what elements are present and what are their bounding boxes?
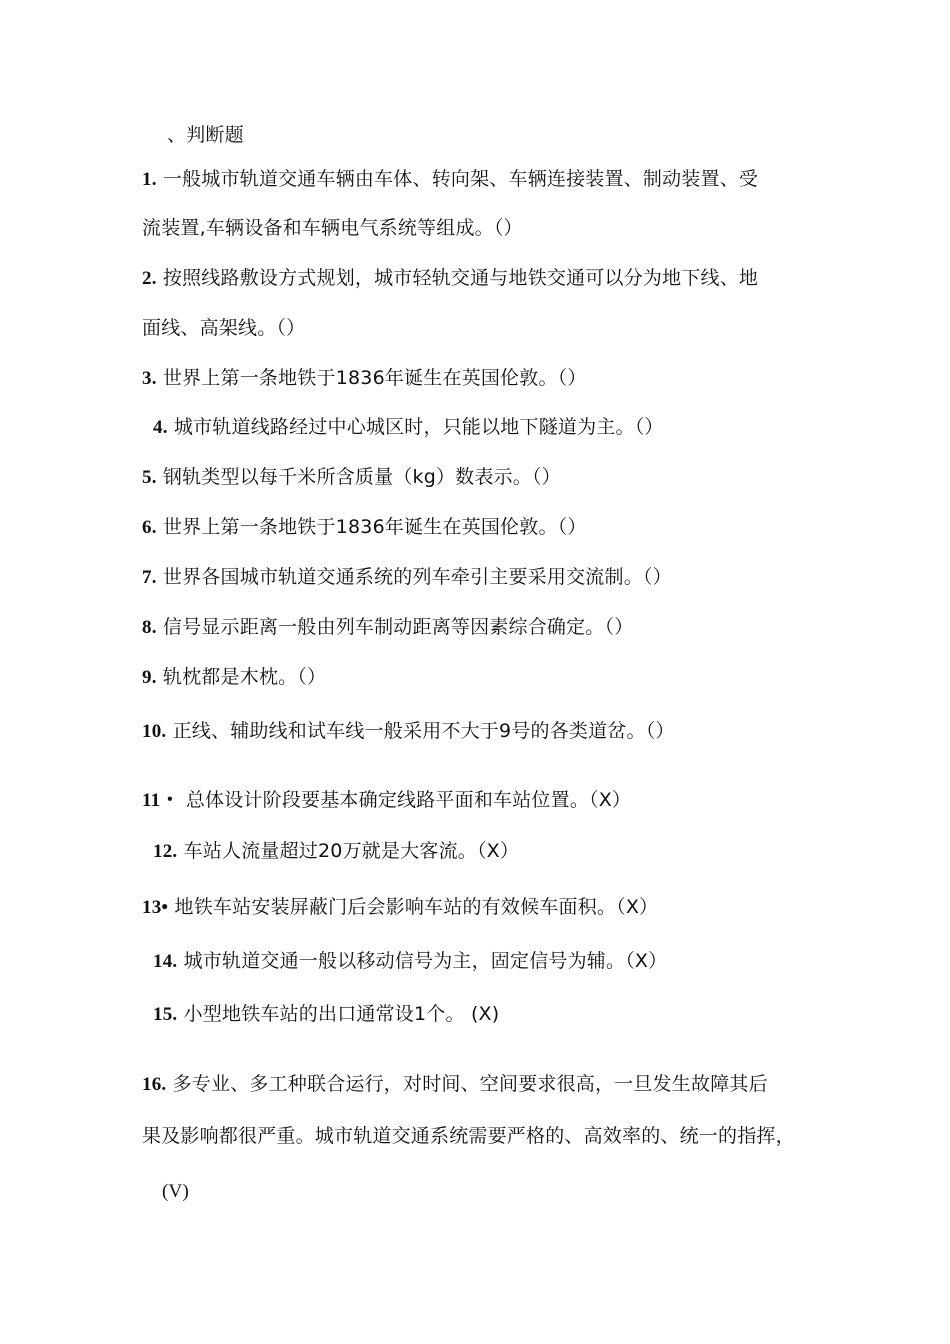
question-1-continued (142, 215, 523, 241)
question-10 (142, 718, 675, 745)
question-number: 4. (153, 417, 168, 438)
question-text: 一般城市轨道交通车辆由车体、转向架、车辆连接装置、制动装置、受 (162, 168, 759, 190)
answer-mark: (V) (162, 1181, 189, 1202)
question-text: 正线、辅助线和试车线一般采用不大于9号的各类道岔。（） (172, 720, 675, 742)
question-text: 按照线路敷设方式规划，城市轻轨交通与地铁交通可以分为地下线、地 (162, 267, 759, 289)
question-text: 世界上第一条地铁于1836年诞生在英国伦敦。（） (162, 516, 587, 538)
question-text: 流装置,车辆设备和车辆电气系统等组成。（） (142, 217, 523, 239)
question-text: 城市轨道交通一般以移动信号为主，固定信号为辅。（X） (183, 950, 668, 972)
question-12 (153, 838, 519, 865)
question-16 (142, 1071, 768, 1098)
question-11 (142, 787, 631, 814)
question-number: 8. (142, 617, 157, 638)
question-15 (153, 1001, 499, 1028)
question-4 (153, 414, 664, 441)
question-number: 11・ (142, 790, 180, 811)
question-text: 面线、高架线。（） (142, 317, 306, 339)
question-7 (142, 564, 672, 591)
question-8 (142, 614, 633, 641)
question-number: 5. (142, 467, 157, 488)
section-heading: 、判断题 (167, 124, 244, 146)
question-text: 果及影响都很严重。城市轨道交通系统需要严格的、高效率的、统一的指挥， (142, 1125, 795, 1147)
question-text: 信号显示距离一般由列车制动距离等因素综合确定。（） (162, 616, 634, 638)
question-2 (142, 265, 758, 292)
question-text: 城市轨道线路经过中心城区时，只能以地下隧道为主。（） (173, 416, 664, 438)
question-text: 世界各国城市轨道交通系统的列车牵引主要采用交流制。（） (162, 566, 672, 588)
question-number: 10. (142, 721, 167, 742)
question-number: 6. (142, 517, 157, 538)
question-number: 14. (153, 951, 178, 972)
question-5 (142, 464, 561, 491)
question-13 (142, 894, 658, 921)
question-number: 9. (142, 667, 157, 688)
question-number: 7. (142, 567, 157, 588)
question-16-answer (162, 1178, 189, 1205)
question-1 (142, 166, 758, 193)
question-9 (142, 664, 326, 691)
question-text: 小型地铁车站的出口通常设1个。 (X) (183, 1003, 500, 1025)
question-number: 12. (153, 841, 178, 862)
question-text: 世界上第一条地铁于1836年诞生在英国伦敦。（） (162, 367, 587, 389)
question-3 (142, 365, 587, 392)
question-text: 钢轨类型以每千米所含质量（kg）数表示。（） (162, 466, 561, 488)
question-2-continued (142, 315, 305, 341)
question-number: 13• (142, 897, 169, 918)
question-number: 16. (142, 1074, 167, 1095)
question-14 (153, 948, 667, 975)
question-text: 车站人流量超过20万就是大客流。（X） (183, 840, 520, 862)
question-number: 2. (142, 268, 157, 289)
question-number: 1. (142, 169, 157, 190)
question-text: 轨枕都是木枕。（） (162, 666, 327, 688)
question-number: 15. (153, 1004, 178, 1025)
question-number: 3. (142, 368, 157, 389)
question-text: 地铁车站安装屏蔽门后会影响车站的有效候车面积。（X） (174, 896, 659, 918)
question-text: 总体设计阶段要基本确定线路平面和车站位置。（X） (185, 789, 632, 811)
question-text: 多专业、多工种联合运行，对时间、空间要求很高，一旦发生故障其后 (172, 1073, 768, 1095)
question-6 (142, 514, 587, 541)
question-16-continued (142, 1123, 795, 1149)
